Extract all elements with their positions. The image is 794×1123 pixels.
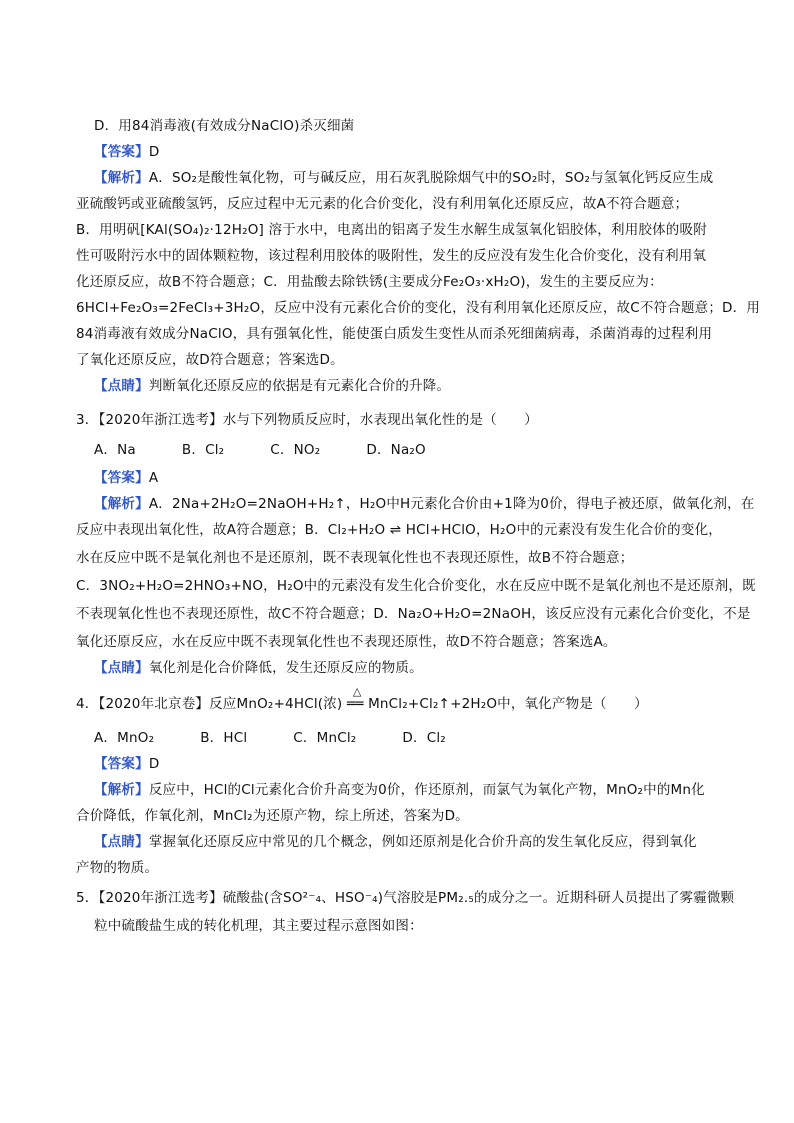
analysis-line [94,168,744,188]
analysis-line: 化还原反应，故B不符合题意；C．用盐酸去除铁锈(主要成分Fe₂O₃·xH₂O)，发生的主要反应为： [76,274,663,290]
tip-line [94,658,744,678]
analysis-line: 氧化还原反应，水在反应中既不表现氧化性也不表现还原性，故D不符合题意；答案选A。 [76,634,617,650]
answer-tag: 【答案】 [94,144,149,160]
analysis-text: A．2Na+2H₂O=2NaOH+H₂↑，H₂O中H元素化合价由+1降为0价，得电子被还原，做氧化剂，在 [148,496,755,512]
option: A．MnO₂ [94,730,155,746]
analysis-line: 不表现氧化性也不表现还原性，故C不符合题意；D．Na₂O+H₂O=2NaOH，该反应没有元素化合价变化，不是 [76,606,751,622]
option: C．MnCl₂ [293,730,357,746]
analysis-line: 性可吸附污水中的固体颗粒物，该过程利用胶体的吸附性，发生的反应没有发生化合价变化，没有利用氧 [76,248,707,264]
option: B．HCl [200,730,248,746]
analysis-text: 反应中，HCl的Cl元素化合价升高变为0价，作还原剂，而氯气为氧化产物，MnO₂中的Mn化 [148,782,705,798]
answer-line [94,754,744,774]
analysis-line [94,780,744,800]
analysis-tag: 【解析】 [94,782,149,798]
analysis-line [94,494,755,514]
answer-value: D [148,756,160,772]
answer-value: D [148,144,160,160]
analysis-line: 6HCl+Fe₂O₃=2FeCl₃+3H₂O，反应中没有元素化合价的变化，没有利用氧化还原反应，故C不符合题意；D．用 [76,300,761,316]
analysis-line: 84消毒液有效成分NaClO，具有强氧化性，能使蛋白质发生变性从而杀死细菌病毒，杀菌消毒的过程利用 [76,326,713,342]
question-5-cont: 粒中硫酸盐生成的转化机理，其主要过程示意图如图： [94,918,423,934]
tip-tag: 【点睛】 [94,660,149,676]
analysis-line: 反应中表现出氧化性，故A符合题意；B．Cl₂+H₂O ⇌ HCl+HClO，H₂O中的元素没有发生化合价的变化， [76,522,722,538]
question-4-text-end: MnCl₂+Cl₂↑+2H₂O中，氧化产物是（ ） [368,696,648,712]
heat-equals-sign [346,685,364,714]
heat-triangle: △ [352,685,362,698]
analysis-text: A．SO₂是酸性氧化物，可与碱反应，用石灰乳脱除烟气中的SO₂时，SO₂与氢氧化钙反应生成 [148,170,714,186]
tip-text: 判断氧化还原反应的依据是有元素化合价的升降。 [148,378,451,394]
analysis-tag: 【解析】 [94,496,149,512]
option-d-line: D．用84消毒液(有效成分NaClO)杀灭细菌 [94,118,355,134]
option: C．NO₂ [270,442,321,458]
answer-tag: 【答案】 [94,756,149,772]
tip-tag: 【点睛】 [94,378,149,394]
tip-text: 氧化剂是化合价降低，发生还原反应的物质。 [148,660,423,676]
analysis-tag: 【解析】 [94,170,149,186]
analysis-line: 水在反应中既不是氧化剂也不是还原剂，既不表现氧化性也不表现还原性，故B不符合题意； [76,550,634,566]
question-5: 5．【2020年浙江选考】硫酸盐(含SO²⁻₄、HSO⁻₄)气溶胶是PM₂.₅的成分之一。近期科研人员提出了雾霾微颗 [76,890,735,906]
answer-line [94,142,744,162]
analysis-line: 合价降低，作氧化剂，MnCl₂为还原产物，综上所述，答案为D。 [76,808,469,824]
tip-line: 产物的物质。 [76,860,159,876]
option: D．Na₂O [366,442,426,458]
question-3: 3．【2020年浙江选考】水与下列物质反应时，水表现出氧化性的是（ ） [76,412,538,428]
tip-text: 掌握氧化还原反应中常见的几个概念，例如还原剂是化合价升高的发生氧化反应，得到氧化 [148,834,697,850]
answer-tag: 【答案】 [94,470,149,486]
question-3-options [94,440,744,460]
option: D．Cl₂ [402,730,446,746]
equals-sign: ══ [346,696,364,712]
analysis-line: B．用明矾[KAl(SO₄)₂·12H₂O] 溶于水中，电离出的铝离子发生水解生成氢氧化铝胶体，利用胶体的吸附 [76,222,707,238]
tip-tag: 【点睛】 [94,834,149,850]
analysis-line: 了氧化还原反应，故D符合题意；答案选D。 [76,352,344,368]
answer-line [94,468,744,488]
question-4 [76,685,726,714]
option: A．Na [94,442,136,458]
analysis-line: 亚硫酸钙或亚硫酸氢钙，反应过程中无元素的化合价变化，没有利用氧化还原反应，故A不符合题意； [76,196,689,212]
analysis-line: C．3NO₂+H₂O=2HNO₃+NO，H₂O中的元素没有发生化合价变化，水在反应中既不是氧化剂也不是还原剂，既 [76,578,756,594]
answer-value: A [148,470,159,486]
option: B．Cl₂ [181,442,225,458]
tip-line [94,376,744,396]
question-4-text: 4．【2020年北京卷】反应MnO₂+4HCl(浓) [76,696,343,712]
tip-line [94,832,744,852]
question-4-options [94,728,744,748]
